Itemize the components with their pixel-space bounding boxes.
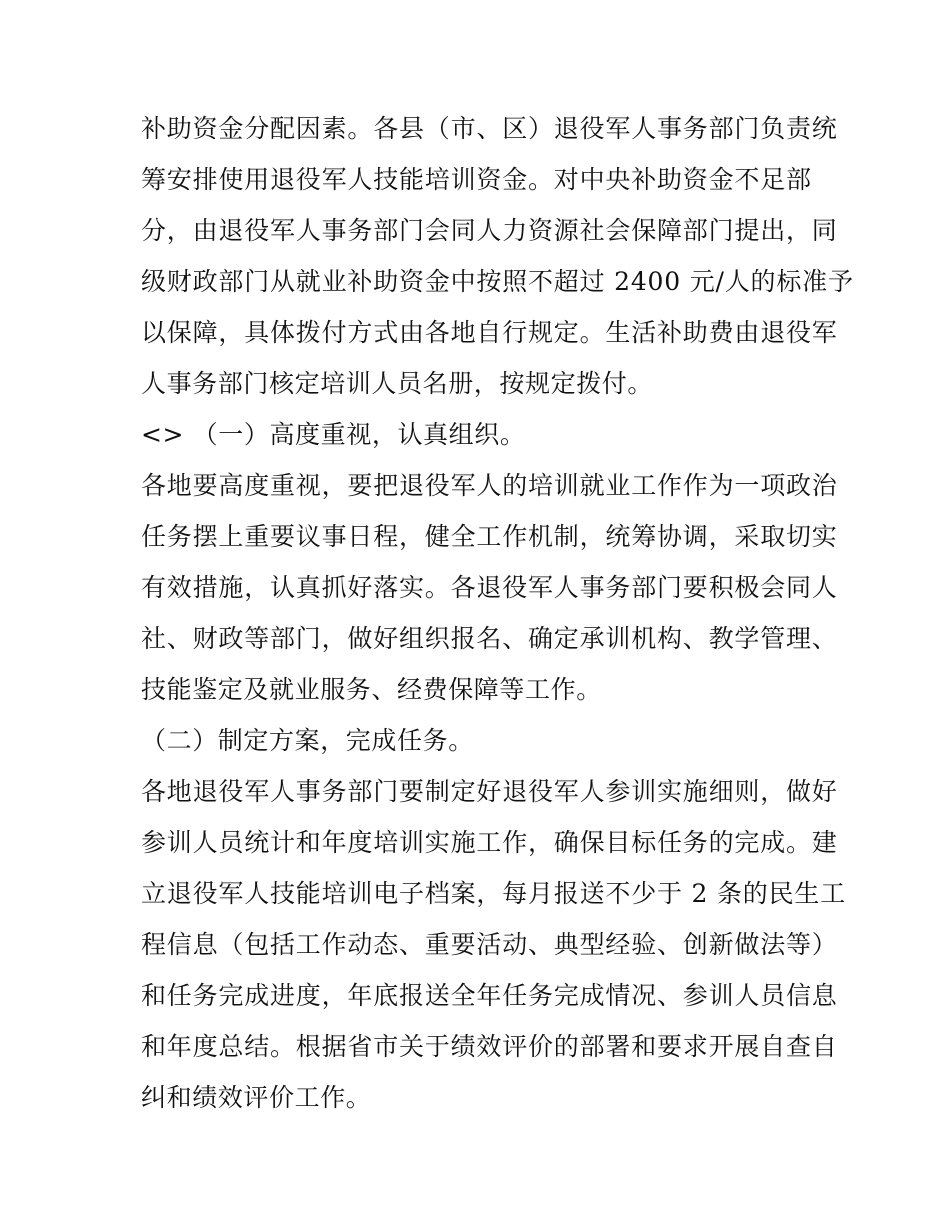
section-heading-1: <> （一）高度重视，认真组织。 [141,420,526,449]
text-line-5: 以保障，具体拨付方式由各地自行规定。生活补助费由退役军 [141,318,838,347]
text-line-10: 有效措施，认真抓好落实。各退役军人事务部门要积极会同人 [141,573,838,602]
text-line-18: 和任务完成进度，年底报送全年任务完成情况、参训人员信息 [141,981,838,1010]
text-line-16: 立退役军人技能培训电子档案，每月报送不少于 2 条的民生工 [141,879,847,908]
text-line-11: 社、财政等部门，做好组织报名、确定承训机构、教学管理、 [141,624,838,653]
text-line-3: 分，由退役军人事务部门会同人力资源社会保障部门提出，同 [141,216,838,245]
text-line-1: 补助资金分配因素。各县（市、区）退役军人事务部门负责统 [141,114,838,143]
document-body [141,103,854,1123]
text-line-2: 筹安排使用退役军人技能培训资金。对中央补助资金不足部 [141,165,812,194]
section-heading-2: （二）制定方案，完成任务。 [141,726,474,755]
text-line-20: 纠和绩效评价工作。 [141,1083,372,1112]
text-line-9: 任务摆上重要议事日程，健全工作机制，统筹协调，采取切实 [141,522,838,551]
text-line-4: 级财政部门从就业补助资金中按照不超过 2400 元/人的标准予 [141,267,854,296]
text-line-19: 和年度总结。根据省市关于绩效评价的部署和要求开展自查自 [141,1032,838,1061]
text-line-14: 各地退役军人事务部门要制定好退役军人参训实施细则，做好 [141,777,838,806]
text-line-8: 各地要高度重视，要把退役军人的培训就业工作作为一项政治 [141,471,838,500]
text-line-12: 技能鉴定及就业服务、经费保障等工作。 [141,675,602,704]
text-line-6: 人事务部门核定培训人员名册，按规定拨付。 [141,369,654,398]
text-line-15: 参训人员统计和年度培训实施工作，确保目标任务的完成。建 [141,828,838,857]
text-line-17: 程信息（包括工作动态、重要活动、典型经验、创新做法等） [141,930,838,959]
